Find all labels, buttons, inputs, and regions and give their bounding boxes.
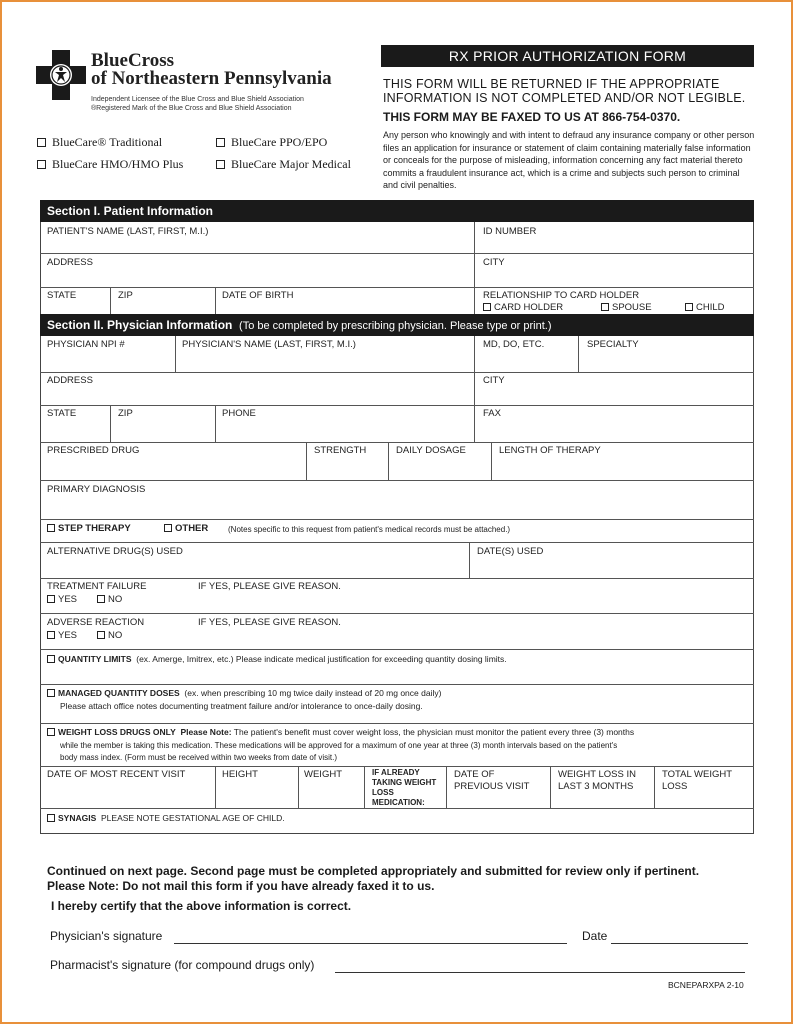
checkbox — [601, 303, 609, 311]
form-title: RX PRIOR AUTHORIZATION FORM — [381, 45, 754, 67]
pharmacist-signature-line[interactable] — [335, 972, 745, 973]
checkbox[interactable] — [37, 160, 46, 169]
adverse-reaction-label: ADVERSE REACTION — [47, 617, 145, 628]
previous-visit-field[interactable]: DATE OF PREVIOUS VISIT — [454, 769, 530, 792]
return-notice: THIS FORM WILL BE RETURNED IF THE APPROPRIATE INFORMATION IS NOT COMPLETED AND/OR NOT LEGIBLE. — [383, 77, 746, 105]
quantity-limits-option[interactable]: QUANTITY LIMITS (ex. Amerge, Imitrex, etc.) Please indicate medical justification for exceeding quantity dosing limits. — [47, 654, 507, 664]
physician-signature-label: Physician's signature — [50, 929, 163, 943]
dates-used-field[interactable]: DATE(S) USED — [477, 546, 544, 557]
weight-loss-3-months-field[interactable]: WEIGHT LOSS IN LAST 3 MONTHS — [558, 769, 636, 792]
weight-loss-option[interactable]: WEIGHT LOSS DRUGS ONLY Please Note: The patient's benefit must cover weight loss, the physician must monitor the patient every three (3) months — [47, 727, 634, 737]
relationship-spouse[interactable]: SPOUSE — [601, 302, 652, 313]
patient-id-field[interactable]: ID NUMBER — [483, 226, 537, 237]
managed-quantity-note: Please attach office notes documenting treatment failure and/or intolerance to once-daily dosing. — [60, 701, 423, 711]
checkbox — [47, 728, 55, 736]
relationship-card-holder[interactable]: CARD HOLDER — [483, 302, 563, 313]
alternative-drugs-field[interactable]: ALTERNATIVE DRUG(S) USED — [47, 546, 183, 557]
checkbox — [685, 303, 693, 311]
patient-zip-field[interactable]: ZIP — [118, 290, 133, 301]
weight-loss-note-2: while the member is taking this medication. These medications will be approved for a maximum of one year at three (3) month intervals based on the patient's — [60, 741, 618, 750]
adverse-reaction-reason-field[interactable]: IF YES, PLEASE GIVE REASON. — [198, 617, 341, 628]
patient-name-field[interactable]: PATIENT'S NAME (LAST, FIRST, M.I.) — [47, 226, 209, 237]
relationship-label: RELATIONSHIP TO CARD HOLDER — [483, 290, 640, 301]
date-label: Date — [582, 929, 608, 943]
plan-option-traditional[interactable]: BlueCare® Traditional — [37, 135, 162, 150]
plan-option-major-medical[interactable]: BlueCare Major Medical — [216, 157, 351, 172]
physician-name-field[interactable]: PHYSICIAN'S NAME (LAST, FIRST, M.I.) — [182, 339, 356, 350]
form-body — [40, 200, 754, 834]
checkbox — [47, 689, 55, 697]
if-already-taking-label: IF ALREADY TAKING WEIGHT LOSS MEDICATION: — [372, 768, 437, 807]
checkbox — [47, 631, 55, 639]
other-note: (Notes specific to this request from patient's medical records must be attached.) — [228, 525, 511, 534]
checkbox — [97, 631, 105, 639]
recent-visit-field[interactable]: DATE OF MOST RECENT VISIT — [47, 769, 186, 780]
relationship-child[interactable]: CHILD — [685, 302, 725, 313]
pharmacist-signature-label: Pharmacist's signature (for compound drugs only) — [50, 958, 315, 972]
fraud-warning: Any person who knowingly and with intent to defraud any insurance company or other person files an application for insurance or statement of claim containing materially false information or conceals for the purpose of misleading, information concerning any fact material thereto commits a fraudulent insurance act, which is a crime and subjects such person to criminal and civil penalties. — [383, 130, 755, 190]
plan-option-hmo[interactable]: BlueCare HMO/HMO Plus — [37, 157, 183, 172]
adverse-reaction-yes[interactable]: YES — [47, 630, 77, 641]
weight-loss-note-3: body mass index. (Form must be received within two weeks from date of visit.) — [60, 753, 337, 762]
certification-statement: I hereby certify that the above information is correct. — [51, 899, 352, 913]
synagis-option[interactable]: SYNAGIS PLEASE NOTE GESTATIONAL AGE OF CHILD. — [47, 813, 285, 823]
physician-signature-line[interactable] — [174, 943, 567, 944]
physician-specialty-field[interactable]: SPECIALTY — [587, 339, 639, 350]
physician-fax-field[interactable]: FAX — [483, 408, 501, 419]
physician-npi-field[interactable]: PHYSICIAN NPI # — [47, 339, 125, 350]
step-therapy-option[interactable]: STEP THERAPY — [47, 523, 131, 534]
treatment-failure-reason-field[interactable]: IF YES, PLEASE GIVE REASON. — [198, 581, 341, 592]
daily-dosage-field[interactable]: DAILY DOSAGE — [396, 445, 466, 456]
form-code: BCNEPARXPA 2-10 — [668, 980, 744, 990]
patient-dob-field[interactable]: DATE OF BIRTH — [222, 290, 294, 301]
checkbox — [47, 595, 55, 603]
checkbox[interactable] — [37, 138, 46, 147]
checkbox — [97, 595, 105, 603]
checkbox[interactable] — [216, 138, 225, 147]
physician-zip-field[interactable]: ZIP — [118, 408, 133, 419]
checkbox[interactable] — [216, 160, 225, 169]
treatment-failure-yes[interactable]: YES — [47, 594, 77, 605]
fax-notice: THIS FORM MAY BE FAXED TO US AT 866-754-0370. — [383, 110, 681, 124]
brand-name-line2: of Northeastern Pennsylvania — [91, 68, 332, 89]
patient-address-field[interactable]: ADDRESS — [47, 257, 93, 268]
checkbox — [164, 524, 172, 532]
treatment-failure-label: TREATMENT FAILURE — [47, 581, 147, 592]
date-line[interactable] — [611, 943, 748, 944]
checkbox — [47, 524, 55, 532]
adverse-reaction-no[interactable]: NO — [97, 630, 122, 641]
physician-address-field[interactable]: ADDRESS — [47, 375, 93, 386]
blue-cross-logo-icon — [36, 50, 86, 100]
checkbox — [483, 303, 491, 311]
licensee-text: Independent Licensee of the Blue Cross and Blue Shield Association ®Registered Mark of the Blue Cross and Blue Shield Association — [91, 96, 304, 112]
treatment-failure-no[interactable]: NO — [97, 594, 122, 605]
strength-field[interactable]: STRENGTH — [314, 445, 367, 456]
physician-degree-field[interactable]: MD, DO, ETC. — [483, 339, 545, 350]
managed-quantity-option[interactable]: MANAGED QUANTITY DOSES (ex. when prescribing 10 mg twice daily instead of 20 mg once daily) — [47, 688, 441, 698]
prescribed-drug-field[interactable]: PRESCRIBED DRUG — [47, 445, 140, 456]
height-field[interactable]: HEIGHT — [222, 769, 258, 780]
total-weight-loss-field[interactable]: TOTAL WEIGHT LOSS — [662, 769, 732, 792]
primary-diagnosis-field[interactable]: PRIMARY DIAGNOSIS — [47, 484, 146, 495]
plan-option-ppo[interactable]: BlueCare PPO/EPO — [216, 135, 327, 150]
physician-city-field[interactable]: CITY — [483, 375, 505, 386]
section-2-header: Section II. Physician Information (To be completed by prescribing physician. Please type or print.) — [40, 314, 754, 336]
continued-notice: Continued on next page. Second page must be completed appropriately and submitted for review only if pertinent. Please Note: Do not mail this form if you have already faxed it to us. — [47, 864, 700, 893]
physician-state-field[interactable]: STATE — [47, 408, 77, 419]
other-option[interactable]: OTHER — [164, 523, 208, 534]
checkbox — [47, 814, 55, 822]
physician-phone-field[interactable]: PHONE — [222, 408, 256, 419]
brand-name-line1: BlueCross — [91, 50, 175, 71]
checkbox — [47, 655, 55, 663]
patient-city-field[interactable]: CITY — [483, 257, 505, 268]
length-of-therapy-field[interactable]: LENGTH OF THERAPY — [499, 445, 601, 456]
patient-state-field[interactable]: STATE — [47, 290, 77, 301]
weight-field[interactable]: WEIGHT — [304, 769, 342, 780]
section-1-header: Section I. Patient Information — [40, 200, 754, 222]
